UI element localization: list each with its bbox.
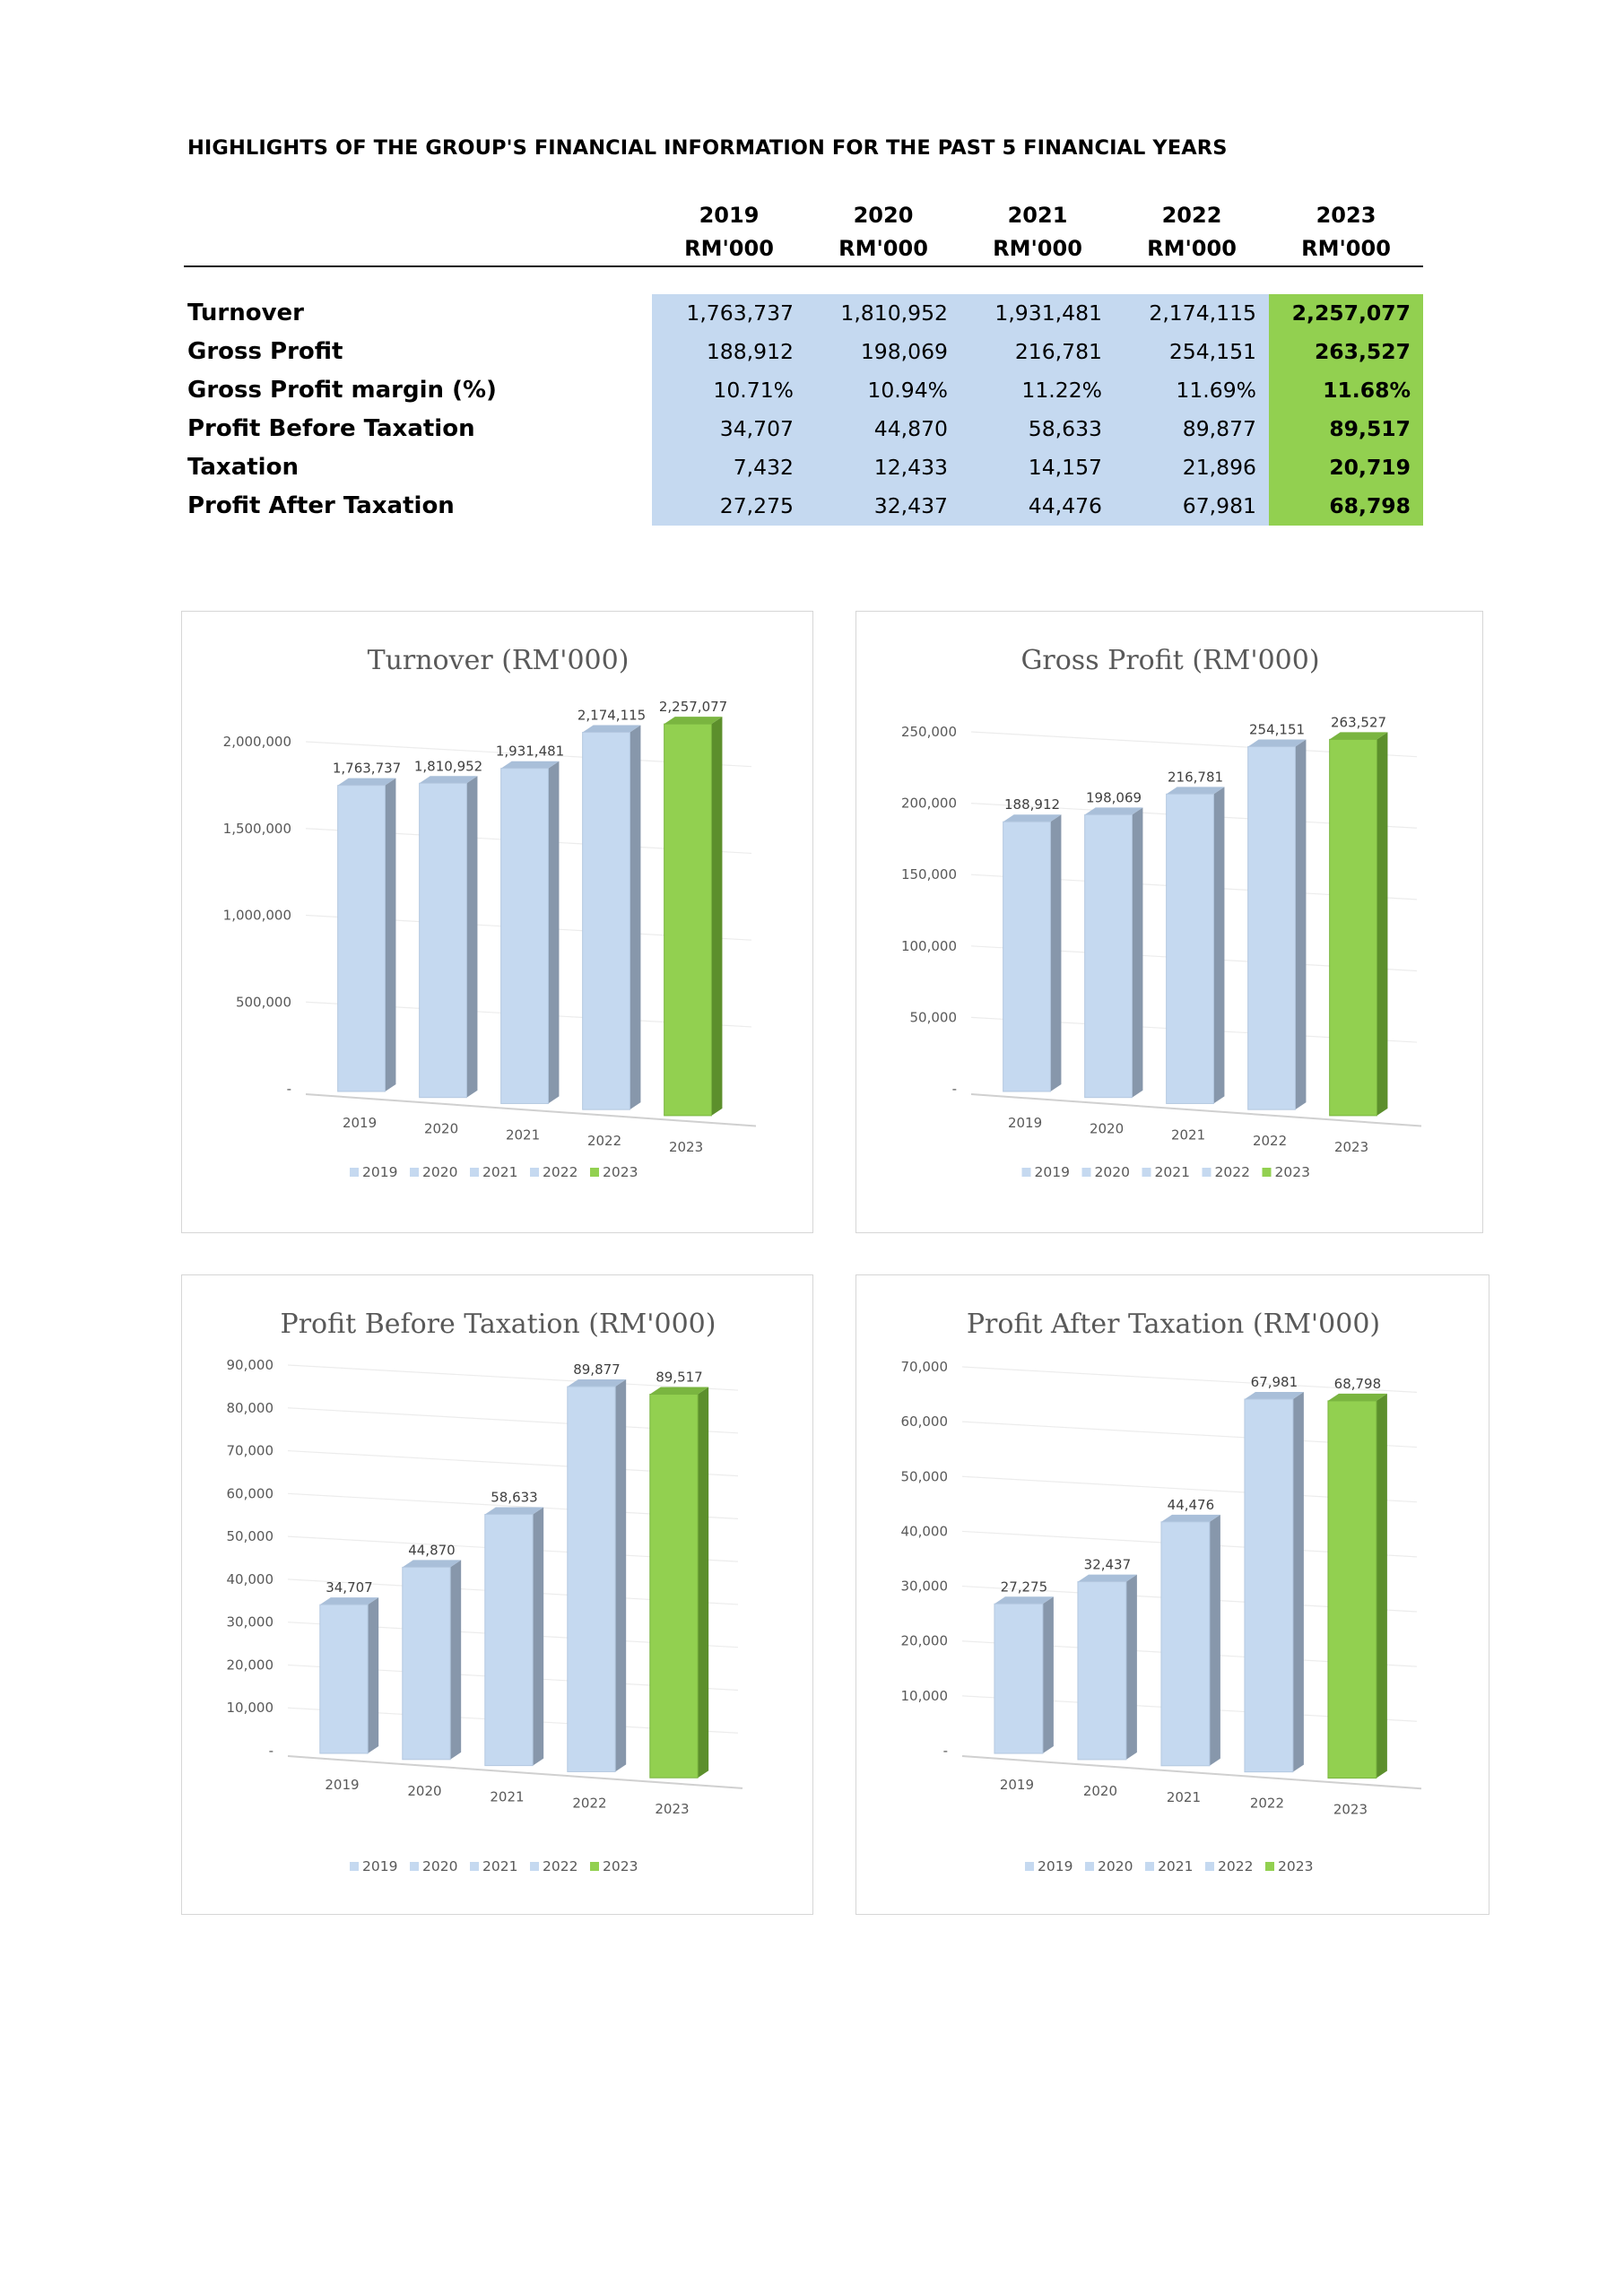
legend-label: 2022 [543, 1164, 578, 1180]
data-label: 44,476 [1167, 1496, 1215, 1513]
bar-side [1295, 740, 1306, 1110]
bar-front [650, 1395, 698, 1779]
legend-label: 2020 [422, 1858, 458, 1874]
x-tick-label: 2021 [505, 1126, 541, 1144]
data-label: 1,810,952 [413, 758, 483, 775]
bar-2020 [403, 1560, 461, 1759]
unit-header: RM'000 [652, 231, 806, 266]
x-tick-label: 2020 [1089, 1120, 1125, 1137]
bar-front [485, 1514, 533, 1765]
row-label: Profit After Taxation [184, 487, 652, 526]
legend-swatch [1025, 1862, 1034, 1871]
bar-2021 [1161, 1515, 1220, 1766]
y-tick-label: 500,000 [235, 994, 291, 1011]
y-tick-label: 50,000 [226, 1528, 274, 1545]
turnover-chart [181, 611, 813, 1233]
bar-2023 [1328, 1394, 1387, 1779]
legend-swatch [1265, 1862, 1274, 1871]
bar-front [1078, 1582, 1126, 1760]
bar-2019 [338, 778, 396, 1091]
x-tick-label: 2019 [325, 1776, 360, 1793]
legend-swatch [1022, 1168, 1031, 1177]
table-cell: 1,763,737 [652, 294, 806, 333]
x-tick-label: 2019 [1007, 1114, 1043, 1131]
bar-front [1248, 747, 1296, 1110]
data-label: 58,633 [491, 1489, 538, 1506]
data-label: 89,517 [656, 1369, 703, 1386]
y-tick-label: 150,000 [900, 866, 957, 883]
bar-2020 [1078, 1575, 1137, 1760]
bar-side [548, 761, 559, 1104]
bar-2023 [1330, 732, 1388, 1116]
bar-front [420, 783, 467, 1097]
legend-label: 2023 [1274, 1164, 1310, 1180]
bar-side [698, 1387, 708, 1779]
y-tick-label: 70,000 [900, 1359, 948, 1375]
table-cell: 14,157 [960, 448, 1115, 487]
bar-front [501, 769, 549, 1104]
table-cell-highlight: 2,257,077 [1269, 294, 1423, 333]
profit-before-taxation-chart [181, 1274, 813, 1915]
legend-swatch [590, 1168, 599, 1177]
row-label: Gross Profit [184, 333, 652, 371]
x-tick-label: 2021 [490, 1788, 525, 1805]
bar-side [1213, 787, 1224, 1103]
bar-side [385, 778, 395, 1091]
x-tick-label: 2022 [586, 1133, 622, 1150]
header-spacer [184, 231, 652, 266]
table-cell: 1,810,952 [806, 294, 960, 333]
x-tick-label: 2022 [1252, 1133, 1288, 1150]
profit-before-taxation-chart-svg [182, 1275, 814, 1916]
y-tick-label: - [942, 1743, 948, 1759]
legend-label: 2022 [1218, 1858, 1254, 1874]
y-tick-label: 1,500,000 [222, 820, 291, 837]
y-tick-label: 40,000 [900, 1523, 948, 1540]
table-cell-highlight: 68,798 [1269, 487, 1423, 526]
y-tick-label: 30,000 [226, 1613, 274, 1631]
bar-side [368, 1597, 378, 1753]
table-cell: 89,877 [1115, 410, 1269, 448]
bar-2019 [994, 1596, 1054, 1753]
chart-title: Profit After Taxation (RM'000) [966, 1309, 1381, 1340]
bar-front [994, 1604, 1043, 1753]
y-tick-label: - [286, 1081, 291, 1097]
y-tick-label: 20,000 [226, 1657, 274, 1674]
table-cell: 1,931,481 [960, 294, 1115, 333]
year-header: 2021 [1007, 203, 1068, 228]
bar-2021 [501, 761, 560, 1104]
bar-front [1161, 1522, 1210, 1766]
data-label: 254,151 [1249, 721, 1306, 738]
legend-label: 2021 [482, 1164, 518, 1180]
y-tick-label: 40,000 [226, 1570, 274, 1587]
legend-swatch [350, 1168, 359, 1177]
legend-swatch [1082, 1168, 1091, 1177]
bar-front [568, 1387, 615, 1771]
data-label: 32,437 [1083, 1556, 1132, 1573]
y-tick-label: 50,000 [900, 1468, 948, 1485]
table-cell: 44,870 [806, 410, 960, 448]
bar-2019 [1003, 814, 1062, 1091]
y-tick-label: 90,000 [226, 1357, 274, 1373]
table-cell: 58,633 [960, 410, 1115, 448]
header-spacer [184, 199, 652, 231]
x-tick-label: 2022 [1249, 1795, 1285, 1812]
legend-swatch [1263, 1168, 1272, 1177]
x-tick-label: 2023 [1333, 1801, 1368, 1818]
legend-label: 2021 [482, 1858, 518, 1874]
bar-side [466, 776, 477, 1097]
legend-label: 2020 [422, 1164, 458, 1180]
legend-swatch [470, 1862, 479, 1871]
bar-side [711, 717, 722, 1116]
profit-after-taxation-chart-svg [856, 1275, 1490, 1916]
y-tick-label: - [268, 1743, 274, 1759]
bar-front [664, 724, 712, 1116]
y-tick-label: 80,000 [226, 1399, 274, 1416]
bar-front [1328, 1401, 1376, 1779]
data-label: 89,877 [573, 1361, 621, 1378]
bar-front [1167, 794, 1214, 1103]
bar-side [1293, 1392, 1304, 1772]
table-cell: 2,174,115 [1115, 294, 1269, 333]
turnover-chart-svg [182, 612, 814, 1234]
x-tick-label: 2020 [407, 1782, 442, 1799]
table-cell: 27,275 [652, 487, 806, 526]
bar-side [630, 725, 640, 1109]
y-tick-label: 2,000,000 [222, 734, 291, 750]
bar-side [1132, 807, 1142, 1097]
legend-label: 2023 [603, 1858, 638, 1874]
bar-side [615, 1379, 626, 1771]
year-header: 2023 [1316, 203, 1376, 228]
bar-2019 [320, 1597, 378, 1753]
row-label: Profit Before Taxation [184, 410, 652, 448]
data-label: 263,527 [1331, 714, 1387, 731]
x-tick-label: 2023 [668, 1138, 704, 1155]
legend-label: 2022 [543, 1858, 578, 1874]
gross-profit-chart-svg [856, 612, 1484, 1234]
unit-header: RM'000 [1115, 231, 1269, 266]
y-tick-label: 250,000 [900, 724, 957, 740]
table-cell: 12,433 [806, 448, 960, 487]
legend-label: 2023 [603, 1164, 638, 1180]
bar-side [1126, 1575, 1137, 1760]
table-cell: 34,707 [652, 410, 806, 448]
bar-2022 [583, 725, 641, 1109]
legend-label: 2021 [1158, 1858, 1194, 1874]
table-cell: 7,432 [652, 448, 806, 487]
page-heading: HIGHLIGHTS OF THE GROUP'S FINANCIAL INFORMATION FOR THE PAST 5 FINANCIAL YEARS [187, 136, 1228, 160]
legend-swatch [410, 1168, 419, 1177]
legend-swatch [1085, 1862, 1094, 1871]
bar-side [1050, 814, 1061, 1091]
bar-front [1330, 739, 1377, 1116]
legend-label: 2019 [1034, 1164, 1070, 1180]
bar-2022 [568, 1379, 626, 1771]
legend-label: 2020 [1098, 1858, 1133, 1874]
legend-label: 2022 [1214, 1164, 1250, 1180]
year-header: 2020 [853, 203, 914, 228]
y-tick-label: 1,000,000 [222, 907, 291, 924]
table-cell-highlight: 89,517 [1269, 410, 1423, 448]
table-cell: 198,069 [806, 333, 960, 371]
bar-side [533, 1507, 543, 1765]
legend-label: 2023 [1278, 1858, 1314, 1874]
y-tick-label: 100,000 [900, 937, 957, 954]
x-tick-label: 2020 [423, 1120, 459, 1137]
legend-swatch [530, 1168, 539, 1177]
y-tick-label: 70,000 [226, 1442, 274, 1459]
table-cell-highlight: 20,719 [1269, 448, 1423, 487]
legend-swatch [410, 1862, 419, 1871]
table-row [184, 371, 1423, 410]
y-tick-label: 60,000 [226, 1485, 274, 1502]
bar-side [450, 1560, 461, 1759]
unit-header: RM'000 [1269, 231, 1423, 266]
y-tick-label: 30,000 [900, 1578, 948, 1595]
x-tick-label: 2021 [1170, 1126, 1206, 1144]
chart-title: Profit Before Taxation (RM'000) [280, 1309, 716, 1340]
legend-label: 2020 [1094, 1164, 1130, 1180]
data-label: 34,707 [326, 1579, 373, 1596]
data-label: 198,069 [1086, 789, 1142, 806]
table-cell: 10.71% [652, 371, 806, 410]
data-label: 1,763,737 [332, 760, 402, 777]
table-cell: 32,437 [806, 487, 960, 526]
table-cell-highlight: 263,527 [1269, 333, 1423, 371]
legend-label: 2019 [362, 1858, 398, 1874]
bar-2022 [1248, 740, 1307, 1110]
data-label: 2,257,077 [658, 699, 728, 716]
bar-side [1043, 1596, 1054, 1753]
x-tick-label: 2023 [1333, 1138, 1369, 1155]
x-tick-label: 2019 [342, 1114, 378, 1131]
row-label: Turnover [184, 294, 652, 333]
table-cell: 44,476 [960, 487, 1115, 526]
bar-front [583, 732, 630, 1109]
y-tick-label: 200,000 [900, 795, 957, 812]
unit-header: RM'000 [806, 231, 960, 266]
data-label: 216,781 [1168, 769, 1224, 786]
bar-2023 [664, 717, 723, 1116]
year-header: 2019 [699, 203, 760, 228]
data-label: 188,912 [1004, 796, 1061, 813]
legend-swatch [470, 1168, 479, 1177]
x-tick-label: 2023 [655, 1801, 690, 1818]
x-tick-label: 2022 [572, 1795, 607, 1812]
legend-swatch [1142, 1168, 1151, 1177]
legend-swatch [530, 1862, 539, 1871]
y-tick-label: - [951, 1081, 957, 1097]
table-row [184, 294, 1423, 333]
chart-title: Gross Profit (RM'000) [1020, 645, 1320, 676]
bar-front [1085, 814, 1133, 1097]
y-tick-label: 50,000 [909, 1009, 957, 1026]
bar-2020 [1085, 807, 1143, 1097]
y-tick-label: 10,000 [900, 1687, 948, 1704]
legend-label: 2019 [362, 1164, 398, 1180]
x-tick-label: 2021 [1166, 1788, 1202, 1805]
row-label: Gross Profit margin (%) [184, 371, 652, 410]
data-label: 1,931,481 [495, 743, 565, 760]
legend-swatch [350, 1862, 359, 1871]
bar-2023 [650, 1387, 708, 1779]
data-label: 44,870 [408, 1542, 456, 1559]
bar-front [403, 1567, 450, 1759]
y-tick-label: 10,000 [226, 1700, 274, 1717]
table-cell: 216,781 [960, 333, 1115, 371]
table-cell: 67,981 [1115, 487, 1269, 526]
data-label: 27,275 [1000, 1578, 1048, 1596]
table-row [184, 487, 1423, 526]
bar-2020 [420, 776, 478, 1097]
bar-front [1003, 822, 1051, 1091]
table-row [184, 333, 1423, 371]
table-cell: 21,896 [1115, 448, 1269, 487]
bar-front [320, 1605, 368, 1753]
legend-swatch [590, 1862, 599, 1871]
legend-swatch [1145, 1862, 1154, 1871]
bar-side [1376, 732, 1387, 1116]
legend-swatch [1205, 1862, 1214, 1871]
chart-title: Turnover (RM'000) [367, 645, 630, 676]
table-cell: 11.22% [960, 371, 1115, 410]
table-cell: 254,151 [1115, 333, 1269, 371]
legend-label: 2021 [1154, 1164, 1190, 1180]
year-header: 2022 [1161, 203, 1222, 228]
table-row [184, 448, 1423, 487]
table-cell: 11.69% [1115, 371, 1269, 410]
bar-front [1245, 1399, 1293, 1772]
bar-side [1376, 1394, 1387, 1779]
x-tick-label: 2019 [999, 1777, 1035, 1794]
bar-front [338, 786, 386, 1091]
data-label: 68,798 [1333, 1375, 1382, 1392]
financial-highlights-table [184, 199, 1423, 526]
y-tick-label: 60,000 [900, 1413, 948, 1431]
legend-label: 2019 [1038, 1858, 1073, 1874]
table-cell-highlight: 11.68% [1269, 371, 1423, 410]
profit-after-taxation-chart [855, 1274, 1489, 1915]
table-cell: 188,912 [652, 333, 806, 371]
bar-side [1210, 1515, 1220, 1766]
row-label: Taxation [184, 448, 652, 487]
legend-swatch [1203, 1168, 1211, 1177]
data-label: 67,981 [1250, 1374, 1298, 1391]
table-cell: 10.94% [806, 371, 960, 410]
gross-profit-chart [855, 611, 1483, 1233]
bar-2021 [1167, 787, 1225, 1103]
y-tick-label: 20,000 [900, 1632, 948, 1649]
unit-header: RM'000 [960, 231, 1115, 266]
bar-2021 [485, 1507, 543, 1765]
bar-2022 [1245, 1392, 1304, 1772]
data-label: 2,174,115 [577, 707, 647, 724]
x-tick-label: 2020 [1082, 1782, 1118, 1799]
table-row [184, 410, 1423, 448]
